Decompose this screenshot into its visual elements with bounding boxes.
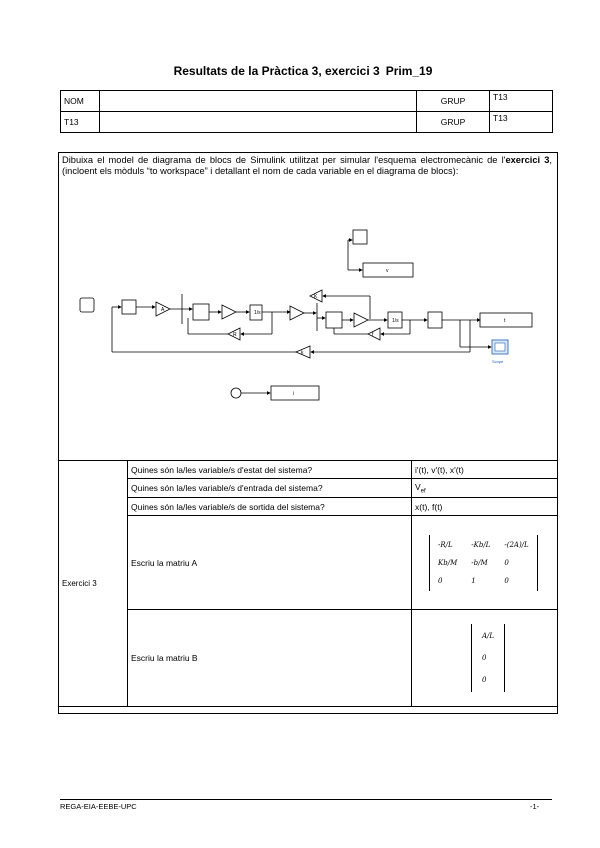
table-row: [59, 610, 558, 707]
gain-a-label: A: [161, 307, 165, 313]
answer-input[interactable]: [412, 479, 558, 498]
matrix-a-cell: 1: [471, 576, 476, 585]
sum-block-1: [122, 300, 136, 314]
table-row: [59, 479, 558, 498]
gain-k-block: [296, 346, 310, 358]
instructions: [62, 155, 552, 177]
integrator-3-block: [428, 312, 442, 328]
matrix-a-cell: 0: [504, 558, 509, 567]
grup-label-2: GRUP: [417, 112, 490, 133]
matrix-b-cell: 0: [482, 654, 487, 662]
gain-a-block: [156, 302, 170, 316]
gain-f-block: [368, 328, 380, 340]
matrix-b-cell: 0: [482, 676, 487, 684]
matrix-b-cell: A/L: [482, 632, 495, 640]
answer-input-main: V: [415, 481, 421, 492]
grup-label: GRUP: [417, 91, 490, 112]
title-code: Prim_19: [385, 64, 433, 78]
footer-divider: [60, 799, 552, 800]
matrix-b: [471, 624, 505, 692]
matrix-a-cell: 0: [504, 576, 509, 585]
group-code-cell: T13: [61, 112, 100, 133]
matrix-a-cell: -R/L: [438, 540, 453, 549]
integrator-1-label: 1/s: [254, 310, 261, 316]
clock-block: [231, 388, 241, 398]
nom-field-2[interactable]: [100, 112, 417, 133]
gain-kb-label: K: [314, 294, 318, 300]
step-source-block: [80, 298, 94, 312]
exercise-label: Exercici 3: [59, 461, 128, 707]
table-row: [61, 91, 553, 112]
question-output: Quines són la/les variable/s de sortida del sistema?: [128, 498, 412, 516]
simulink-diagram: [60, 210, 550, 460]
gain-r-block: [228, 328, 240, 340]
scope-block: [492, 340, 508, 364]
gain-m-block: [354, 313, 368, 327]
page-title: [0, 64, 600, 78]
title-text: Resultats de la Pràctica 3, exercici 3: [173, 64, 380, 78]
nom-label: NOM: [61, 91, 100, 112]
workspace-block-v: [353, 230, 367, 244]
matrix-a: [429, 535, 538, 591]
student-info-table: [60, 90, 553, 133]
page-number: -1-: [530, 802, 540, 811]
matrix-b-answer[interactable]: [412, 610, 558, 707]
table-row: [59, 461, 558, 479]
scope-label: Scope: [492, 359, 504, 364]
question-state: Quines són la/les variable/s d'estat del sistema?: [128, 461, 412, 479]
to-workspace-t-block: [480, 313, 532, 327]
answer-input-sub: ef: [420, 488, 426, 495]
table-row: [61, 112, 553, 133]
to-workspace-i-label: i: [293, 391, 295, 397]
answer-output[interactable]: x(t), f(t): [412, 498, 558, 516]
integrator-2-label: 1/s: [392, 318, 399, 324]
matrix-a-answer[interactable]: [412, 516, 558, 610]
matrix-a-label: Escriu la matriu A: [128, 516, 412, 610]
table-row: [59, 516, 558, 610]
matrix-a-cell: -Kb/L: [471, 540, 491, 549]
sum-block-2: [193, 304, 209, 320]
gain-block-3: [290, 306, 304, 320]
questions-table: [58, 460, 558, 707]
grup-field-2[interactable]: T13: [490, 112, 553, 133]
instructions-text-1: Dibuixa el model de diagrama de blocs de Simulink utilitzat per simular l'esquema electromecànic de l': [62, 155, 506, 165]
instructions-text-2: , (incloent els mòduls “to workspace” i detallant el nom de cada variable en el diagrama de blocs):: [62, 155, 552, 176]
to-workspace-v-label: v: [386, 268, 389, 274]
gain-r-label: R: [233, 332, 237, 338]
matrix-a-cell: 0: [438, 576, 443, 585]
gain-k-label: k: [301, 350, 304, 356]
footer-institution: REGA-EIA-EEBE-UPC: [60, 802, 137, 811]
nom-field[interactable]: [100, 91, 417, 112]
grup-field[interactable]: T13: [490, 91, 553, 112]
matrix-a-cell: -(2A)/L: [504, 540, 529, 549]
to-workspace-t-label: t: [504, 318, 506, 324]
answer-state[interactable]: i'(t), v'(t), x'(t): [412, 461, 558, 479]
sum-block-3: [326, 312, 342, 328]
matrix-a-cell: Kb/M: [438, 558, 458, 567]
matrix-a-cell: -b/M: [471, 558, 488, 567]
matrix-b-label: Escriu la matriu B: [128, 610, 412, 707]
gain-inv-l-block: [222, 305, 236, 319]
question-input: Quines són la/les variable/s d'entrada del sistema?: [128, 479, 412, 498]
table-row: [59, 498, 558, 516]
to-workspace-i-block: [271, 386, 319, 400]
gain-kb-block: [310, 290, 322, 302]
gain-f-label: f: [372, 332, 374, 338]
instructions-bold: exercici 3: [505, 155, 550, 165]
